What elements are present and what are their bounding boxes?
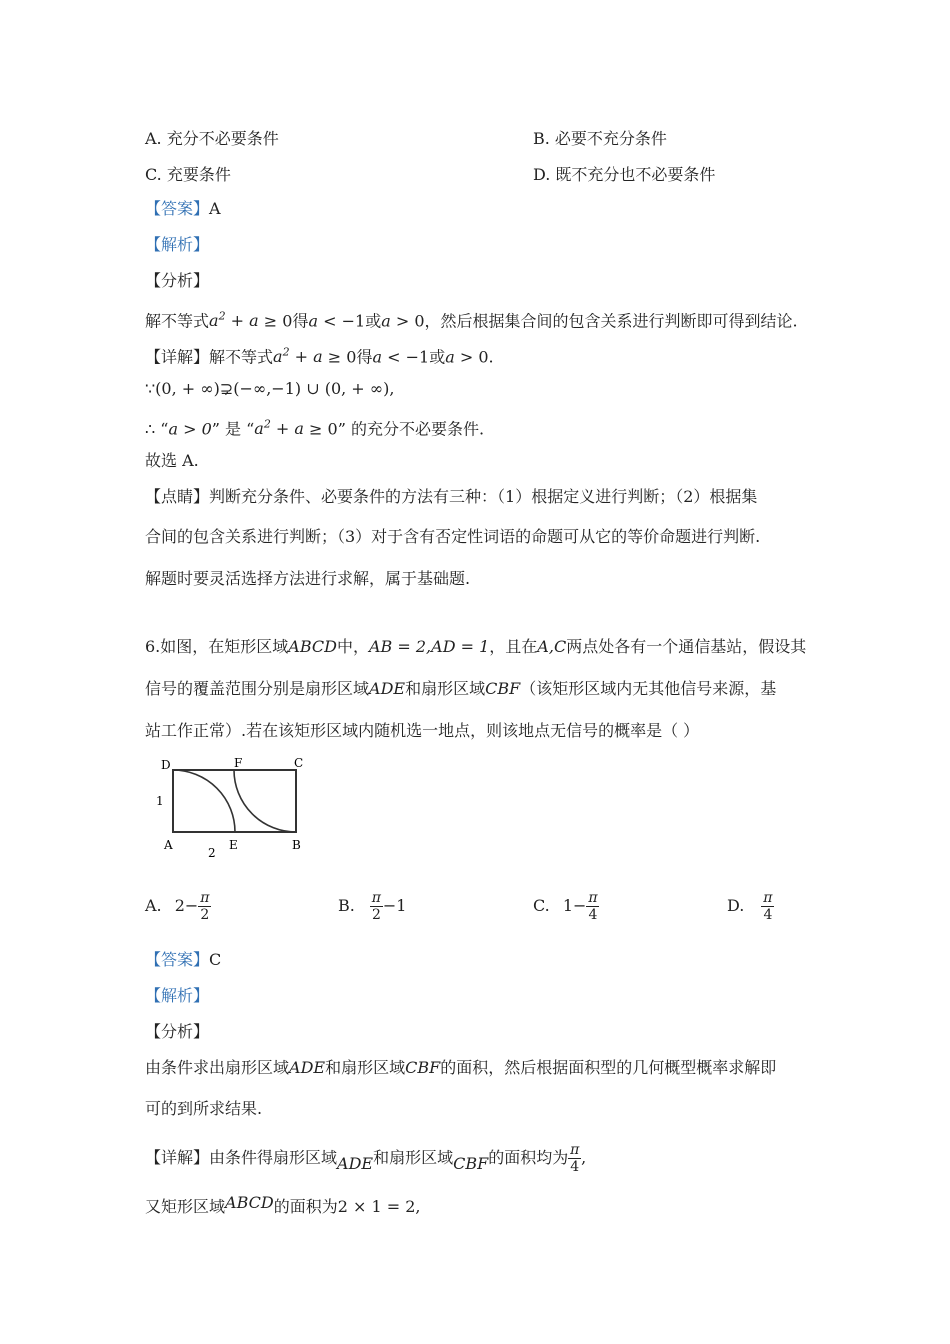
q5-because-line: ∵(0, + ∞)⊋(−∞,−1) ∪ (0, + ∞),: [145, 379, 395, 398]
label-c: C: [294, 756, 304, 770]
q5-option-b: B. 必要不充分条件: [533, 129, 667, 148]
q5-therefore-line: ∴ “a > 0” 是 “$a^2 + a \ge 0$” 的充分不必要条件.: [145, 418, 485, 439]
q5-xiangjie-text: 【详解】解不等式$a^2 + a \ge 0$得a < −1或a > 0.: [145, 346, 494, 367]
label-b: B: [292, 838, 301, 852]
q6-last-line: 又矩形区域ABCD的面积为2 × 1 = 2,: [145, 1193, 421, 1216]
q5-guxuan: 故选 A.: [145, 451, 199, 470]
q6-option-b: B. $\frac{\pi}{2}$ −1: [338, 890, 407, 923]
q6-stem-line-2: 信号的覆盖范围分别是扇形区域ADE和扇形区域CBF（该矩形区域内无其他信号来源，基: [145, 679, 777, 698]
q5-option-a: A. 充分不必要条件: [145, 129, 279, 148]
q6-stem-line-3: 站工作正常）.若在该矩形区域内随机选一地点，则该地点无信号的概率是（ ）: [145, 721, 700, 740]
answer-tag: 【答案】: [145, 950, 210, 969]
q6-stem-line-1: 6.如图，在矩形区域ABCD中，AB = 2,AD = 1，且在A,C两点处各有一个通信基站，假设其: [145, 637, 807, 656]
q5-fenxi-text: 解不等式$a^2 + a \ge 0$得a < −1或a > 0，然后根据集合间的包含关系进行判断即可得到结论.: [145, 310, 798, 331]
q6-fenxi-line-2: 可的到所求结果.: [145, 1099, 263, 1118]
answer-tag: 【答案】: [145, 199, 210, 218]
label-side-1: 1: [156, 794, 164, 808]
q5-dianjing-2: 合间的包含关系进行判断；（3）对于含有否定性词语的命题可从它的等价命题进行判断.: [145, 527, 761, 546]
label-e: E: [229, 838, 238, 852]
q6-answer-line: [145, 949, 221, 971]
q6-fenxi-tag: 【分析】: [145, 1022, 210, 1041]
sector-arc-ade: [173, 770, 235, 832]
answer-value: C: [209, 950, 222, 969]
q6-jiexi-tag: 【解析】: [145, 986, 210, 1005]
q5-dianjing-3: 解题时要灵活选择方法进行求解，属于基础题.: [145, 569, 471, 588]
q6-xiangjie-line: 【详解】由条件得扇形区域ADE和扇形区域CBF的面积均为 $\frac{\pi}{4}$ ,: [145, 1142, 587, 1175]
sector-arc-cbf: [234, 770, 296, 832]
label-side-2: 2: [208, 846, 216, 860]
q6-option-d: D. $\frac{\pi}{4}$: [727, 890, 773, 923]
answer-value: A: [209, 199, 221, 218]
rectangle-figure: [150, 755, 320, 865]
label-a: A: [164, 838, 173, 852]
q5-answer-line: [145, 198, 221, 220]
q5-dianjing-1: 【点睛】判断充分条件、必要条件的方法有三种：（1）根据定义进行判断；（2）根据集: [145, 487, 758, 506]
label-f: F: [234, 756, 243, 770]
q5-jiexi-tag: 【解析】: [145, 235, 210, 254]
q5-option-d: D. 既不充分也不必要条件: [533, 165, 716, 184]
q5-fenxi-tag: 【分析】: [145, 271, 210, 290]
q6-option-a: A. 2− $\frac{\pi}{2}$: [145, 890, 210, 923]
q6-fenxi-line-1: 由条件求出扇形区域ADE和扇形区域CBF的面积，然后根据面积型的几何概型概率求解即: [145, 1058, 777, 1077]
q5-option-c: C. 充要条件: [145, 165, 231, 184]
q6-option-c: C. 1− $\frac{\pi}{4}$: [533, 890, 598, 923]
label-d: D: [161, 758, 171, 772]
